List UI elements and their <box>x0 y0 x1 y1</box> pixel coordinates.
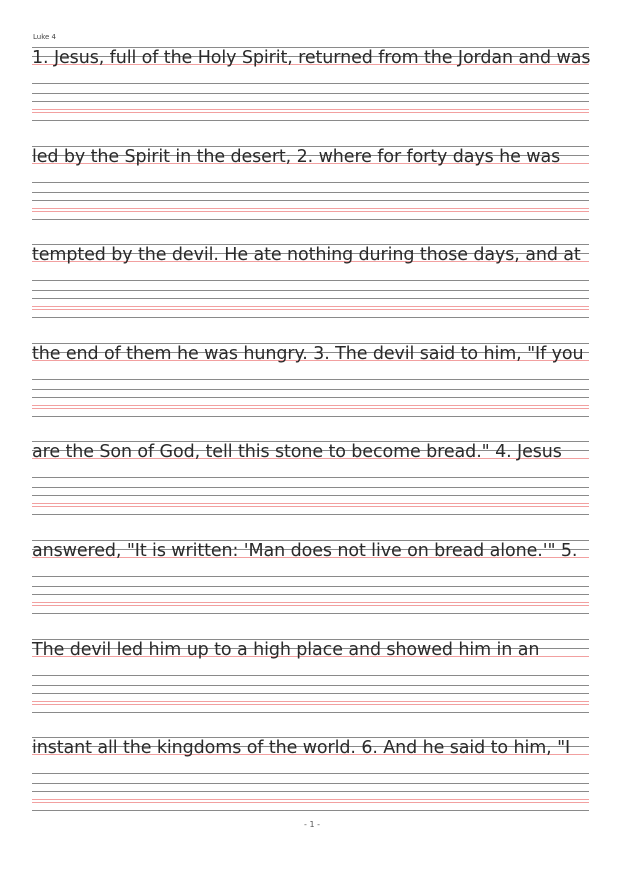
tracing-text-line: The devil led him up to a high place and showed him in an <box>32 639 540 660</box>
guide-line <box>32 487 589 488</box>
guide-line <box>32 317 589 318</box>
guide-line <box>32 586 589 587</box>
midline-guide <box>32 802 589 803</box>
guide-line <box>32 397 589 398</box>
guide-line <box>32 389 589 390</box>
practice-block <box>32 146 589 232</box>
guide-line <box>32 712 589 713</box>
midline-guide <box>32 109 589 110</box>
midline-guide <box>32 506 589 507</box>
guide-line <box>32 120 589 121</box>
guide-line <box>32 613 589 614</box>
guide-line <box>32 83 589 84</box>
midline-guide <box>32 112 589 113</box>
tracing-text-line: instant all the kingdoms of the world. 6. And he said to him, "I <box>32 738 571 759</box>
guide-line <box>32 477 589 478</box>
tracing-text-line: the end of them he was hungry. 3. The devil said to him, "If you <box>32 343 584 364</box>
guide-line <box>32 192 589 193</box>
guide-line <box>32 93 589 94</box>
guide-line <box>32 200 589 201</box>
guide-line <box>32 675 589 676</box>
guide-line <box>32 495 589 496</box>
tracing-text-line: are the Son of God, tell this stone to become bread." 4. Jesus <box>32 442 562 463</box>
guide-line <box>32 685 589 686</box>
practice-block <box>32 441 589 527</box>
guide-line <box>32 576 589 577</box>
tracing-text-line: tempted by the devil. He ate nothing during those days, and at <box>32 245 581 266</box>
guide-line <box>32 290 589 291</box>
guide-line <box>32 219 589 220</box>
tracing-text-line: led by the Spirit in the desert, 2. where for forty days he was <box>32 146 561 167</box>
tracing-text-line: answered, "It is written: 'Man does not live on bread alone.'" 5. <box>32 541 578 561</box>
midline-guide <box>32 208 589 209</box>
guide-line <box>32 810 589 811</box>
midline-guide <box>32 405 589 406</box>
page-header: Luke 4 <box>33 33 57 41</box>
guide-line <box>32 514 589 515</box>
practice-block <box>32 737 589 823</box>
midline-guide <box>32 503 589 504</box>
guide-line <box>32 416 589 417</box>
guide-line <box>32 791 589 792</box>
page-number: - 1 - <box>304 820 320 829</box>
midline-guide <box>32 701 589 702</box>
practice-block <box>32 343 589 429</box>
midline-guide <box>32 306 589 307</box>
guide-line <box>32 783 589 784</box>
midline-guide <box>32 408 589 409</box>
practice-block <box>32 47 589 133</box>
guide-line <box>32 298 589 299</box>
midline-guide <box>32 309 589 310</box>
guide-line <box>32 182 589 183</box>
midline-guide <box>32 799 589 800</box>
practice-block <box>32 244 589 330</box>
midline-guide <box>32 704 589 705</box>
midline-guide <box>32 602 589 603</box>
guide-line <box>32 773 589 774</box>
guide-line <box>32 379 589 380</box>
midline-guide <box>32 211 589 212</box>
practice-block <box>32 540 589 626</box>
midline-guide <box>32 605 589 606</box>
guide-line <box>32 101 589 102</box>
guide-line <box>32 693 589 694</box>
guide-line <box>32 280 589 281</box>
tracing-text-line: 1. Jesus, full of the Holy Spirit, returned from the Jordan and was <box>32 48 591 68</box>
guide-line <box>32 594 589 595</box>
practice-block <box>32 639 589 725</box>
